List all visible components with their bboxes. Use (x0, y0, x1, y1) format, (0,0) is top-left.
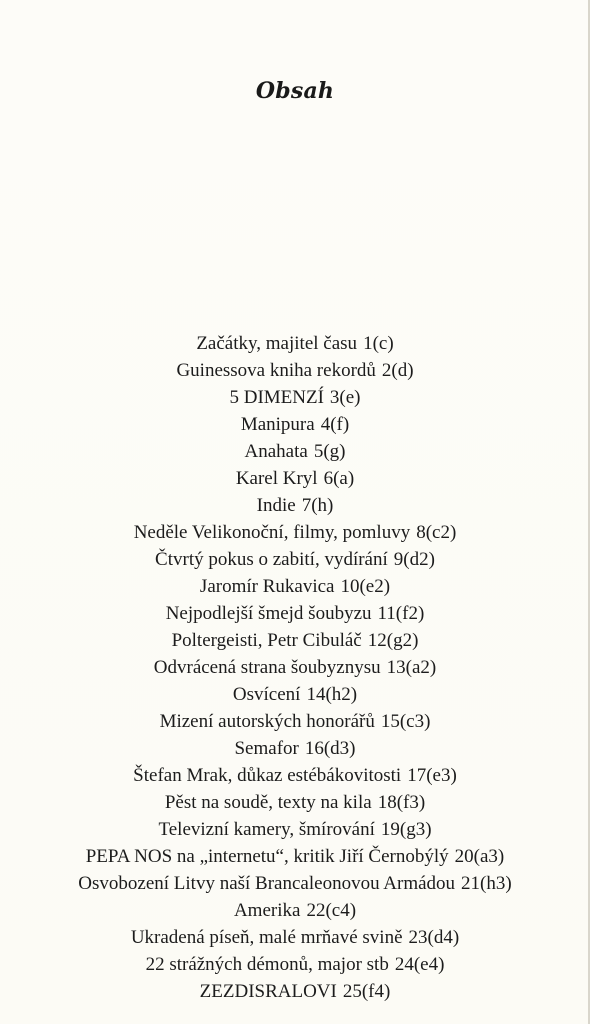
page-title: Obsah (255, 78, 335, 104)
toc-entry-ref: 6(a) (323, 468, 355, 489)
toc-entry (0, 492, 590, 519)
toc-entry-ref: 5(g) (313, 441, 346, 462)
toc-entry (0, 978, 590, 1005)
toc-entry-ref: 16(d3) (304, 738, 356, 759)
toc-entry (0, 357, 590, 384)
toc-entry-title: Guinessova kniha rekordů (176, 360, 376, 381)
toc-entry (0, 843, 590, 870)
toc-entry (0, 789, 590, 816)
toc-entry-title: Mizení autorských honorářů (159, 711, 375, 732)
toc-entry-ref: 20(a3) (454, 846, 505, 867)
toc-entry (0, 519, 590, 546)
toc-entry-title: Ukradená píseň, malé mrňavé svině (130, 927, 403, 948)
toc-entry-title: Začátky, majitel času (196, 333, 358, 354)
toc-entry (0, 762, 590, 789)
table-of-contents (0, 330, 590, 1005)
toc-entry (0, 654, 590, 681)
toc-entry-title: Manipura (240, 414, 315, 435)
toc-entry-ref: 9(d2) (393, 549, 435, 570)
toc-entry-ref: 19(g3) (380, 819, 432, 840)
toc-entry-title: Karel Kryl (235, 468, 318, 489)
toc-entry (0, 438, 590, 465)
toc-entry-title: Osvobození Litvy naší Brancaleonovou Armádou (78, 873, 456, 894)
toc-entry (0, 546, 590, 573)
toc-entry (0, 330, 590, 357)
toc-entry (0, 816, 590, 843)
toc-entry (0, 627, 590, 654)
toc-entry-title: Štefan Mrak, důkaz estébákovitosti (133, 765, 402, 786)
toc-entry-title: Nejpodlejší šmejd šoubyzu (165, 603, 372, 624)
toc-entry-ref: 13(a2) (386, 657, 437, 678)
toc-entry (0, 573, 590, 600)
toc-entry-ref: 21(h3) (461, 873, 512, 894)
toc-entry-title: PEPA NOS na „internetu“, kritik Jiří Černobýlý (85, 846, 449, 867)
toc-entry-title: Neděle Velikonoční, filmy, pomluvy (133, 522, 411, 543)
toc-entry-title: Anahata (244, 441, 308, 462)
toc-entry-title: 5 DIMENZÍ (229, 387, 324, 408)
toc-entry-ref: 18(f3) (377, 792, 426, 813)
toc-entry-ref: 15(c3) (380, 711, 431, 732)
toc-entry-title: Indie (256, 495, 296, 516)
toc-entry (0, 465, 590, 492)
toc-entry (0, 708, 590, 735)
toc-entry (0, 897, 590, 924)
toc-entry-title: Odvrácená strana šoubyznysu (153, 657, 381, 678)
toc-entry-ref: 24(e4) (394, 954, 445, 975)
toc-entry-title: 22 strážných démonů, major stb (145, 954, 389, 975)
toc-entry-title: Pěst na soudě, texty na kila (164, 792, 372, 813)
toc-entry-ref: 7(h) (301, 495, 334, 516)
toc-entry-ref: 4(f) (320, 414, 350, 435)
toc-entry-ref: 12(g2) (367, 630, 419, 651)
toc-entry-ref: 25(f4) (342, 981, 391, 1002)
toc-entry-title: ZEZDISRALOVI (199, 981, 337, 1002)
toc-entry-ref: 1(c) (363, 333, 394, 354)
toc-entry-title: Osvícení (232, 684, 301, 705)
toc-entry (0, 735, 590, 762)
toc-entry-ref: 14(h2) (306, 684, 358, 705)
toc-entry-ref: 23(d4) (408, 927, 460, 948)
toc-entry-ref: 2(d) (381, 360, 414, 381)
toc-entry (0, 870, 590, 897)
toc-entry-ref: 8(c2) (416, 522, 457, 543)
toc-entry-ref: 11(f2) (377, 603, 425, 624)
toc-entry-title: Semafor (234, 738, 299, 759)
toc-entry-title: Poltergeisti, Petr Cibuláč (171, 630, 362, 651)
toc-entry (0, 951, 590, 978)
toc-entry (0, 384, 590, 411)
toc-entry (0, 924, 590, 951)
toc-entry-ref: 22(c4) (306, 900, 357, 921)
toc-entry-ref: 3(e) (329, 387, 361, 408)
toc-entry-title: Amerika (233, 900, 301, 921)
toc-entry-title: Čtvrtý pokus o zabití, vydírání (155, 549, 388, 570)
toc-entry (0, 600, 590, 627)
toc-entry-title: Televizní kamery, šmírování (158, 819, 375, 840)
toc-entry (0, 681, 590, 708)
toc-entry-ref: 17(e3) (407, 765, 457, 786)
toc-entry-title: Jaromír Rukavica (199, 576, 335, 597)
toc-entry (0, 411, 590, 438)
toc-entry-ref: 10(e2) (340, 576, 391, 597)
